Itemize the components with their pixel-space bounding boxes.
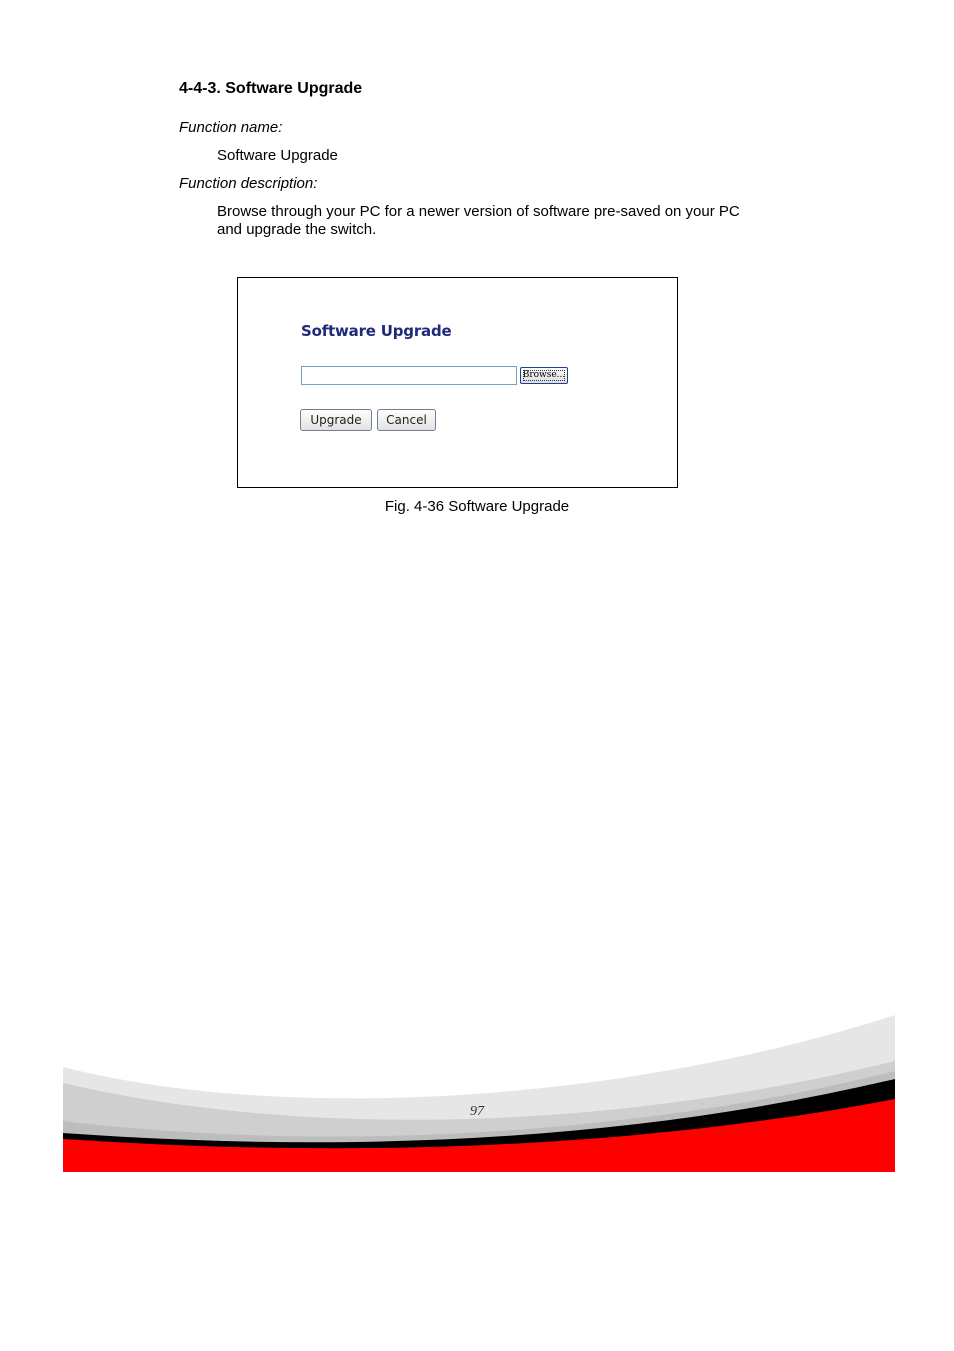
function-name-label: Function name: (179, 119, 283, 136)
section-heading: 4-4-3. Software Upgrade (179, 80, 363, 97)
software-upgrade-title: Software Upgrade (301, 322, 452, 340)
function-name-value: Software Upgrade (217, 147, 338, 164)
function-description-label: Function description: (179, 175, 318, 192)
upgrade-button[interactable]: Upgrade (300, 409, 372, 431)
page-number: 97 (470, 1104, 484, 1119)
function-description-value: Browse through your PC for a newer version of software pre-saved on your PC and upgrade the switch. (217, 203, 740, 238)
file-path-input[interactable] (301, 366, 517, 385)
figure-caption: Fig. 4-36 Software Upgrade (384, 498, 570, 515)
figure-screenshot-frame (237, 277, 678, 488)
browse-button[interactable]: Browse... (520, 367, 568, 384)
footer-swoosh-decoration (63, 1013, 895, 1172)
cancel-button[interactable]: Cancel (377, 409, 436, 431)
